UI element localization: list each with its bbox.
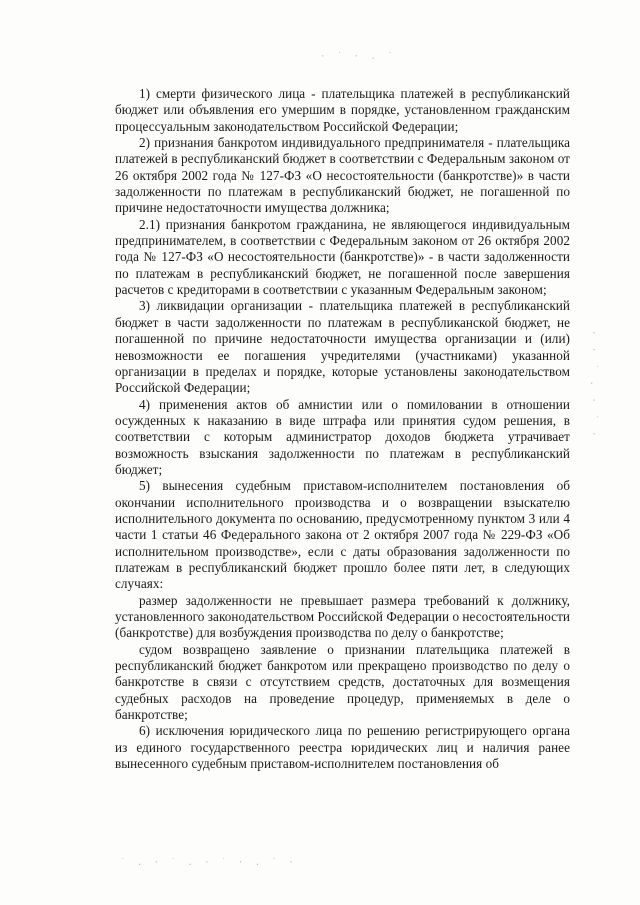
paragraph-5: 5) вынесения судебным приставом-исполнителем постановления об окончании исполнительного производства и о возвращении взыскателю исполнительного документа по основанию, предусмотренному пунктом 3 или 4 части 1 статьи 46 Федерального закона от 2 октября 2007 года № 229-ФЗ «Об исполнительном производстве», если с даты образования задолженности по платежам в республиканский бюджет прошло более пяти лет, в следующих случаях: (115, 478, 570, 592)
scan-noise-right: · · ˙ . · ˙ · (588, 330, 598, 440)
paragraph-1: 1) смерти физического лица - плательщика платежей в республиканский бюджет или объявления его умершим в порядке, установленном гражданским процессуальным законодательством Российской Федерации; (115, 86, 570, 134)
paragraph-2-1: 2.1) признания банкротом гражданина, не являющегося индивидуальным предпринимателем, в соответствии с Федеральным законом от 26 октября 2002 года № 127-ФЗ «О несостоятельности (банкротстве)» - в части задолженности по платежам в республиканский бюджет, не погашенной после завершения расчетов с кредиторами в соответствии с указанным Федеральным законом; (115, 216, 570, 298)
paragraph-3: 3) ликвидации организации - плательщика платежей в республиканский бюджет в части задолженности по платежам в республиканской бюджет, не погашенной по причине недостаточности имущества организации и (или) невозможности ее погашения учредителями (участниками) указанной организации в пределах и порядке, которые установлены законодательством Российской Федерации; (115, 298, 570, 396)
paragraph-5-case-2: судом возвращено заявление о признании плательщика платежей в республиканский бюджет банкротом или прекращено производство по делу о банкротстве в связи с отсутствием средств, достаточных для возмещения судебных расходов на проведение процедур, применяемых в деле о банкротстве; (115, 641, 570, 723)
paragraph-5-case-1: размер задолженности не превышает размера требований к должнику, установленного законодательством Российской Федерации о несостоятельности (банкротстве) для возбуждения производства по делу о банкротстве; (115, 592, 571, 641)
paragraph-2: 2) признания банкротом индивидуального предпринимателя - плательщика платежей в республиканский бюджет в соответствии с Федеральным законом от 26 октября 2002 года № 127-ФЗ «О несостоятельности (банкротстве)» в части задолженности по платежам в республиканский бюджет, не погашенной по причине недостаточности имущества должника; (115, 135, 570, 216)
paragraph-6: 6) исключения юридического лица по решению регистрирующего органа из единого государственного реестра юридических лиц и наличия ранее вынесенного судебным приставом-исполнителем постановления об (115, 723, 570, 772)
paragraph-4: 4) применения актов об амнистии или о помиловании в отношении осужденных к наказанию в виде штрафа или принятия судом решения, в соответствии с которым администратор доходов бюджета утрачивает возможность взыскания задолженности по платежам в республиканский бюджет; (115, 396, 570, 477)
scan-noise-bottom: ˙ . · ˙ . · ˙ · . ˙ · (120, 858, 297, 868)
document-body (115, 86, 570, 772)
scan-noise-top: · ˙ · . ˙ (320, 52, 396, 62)
